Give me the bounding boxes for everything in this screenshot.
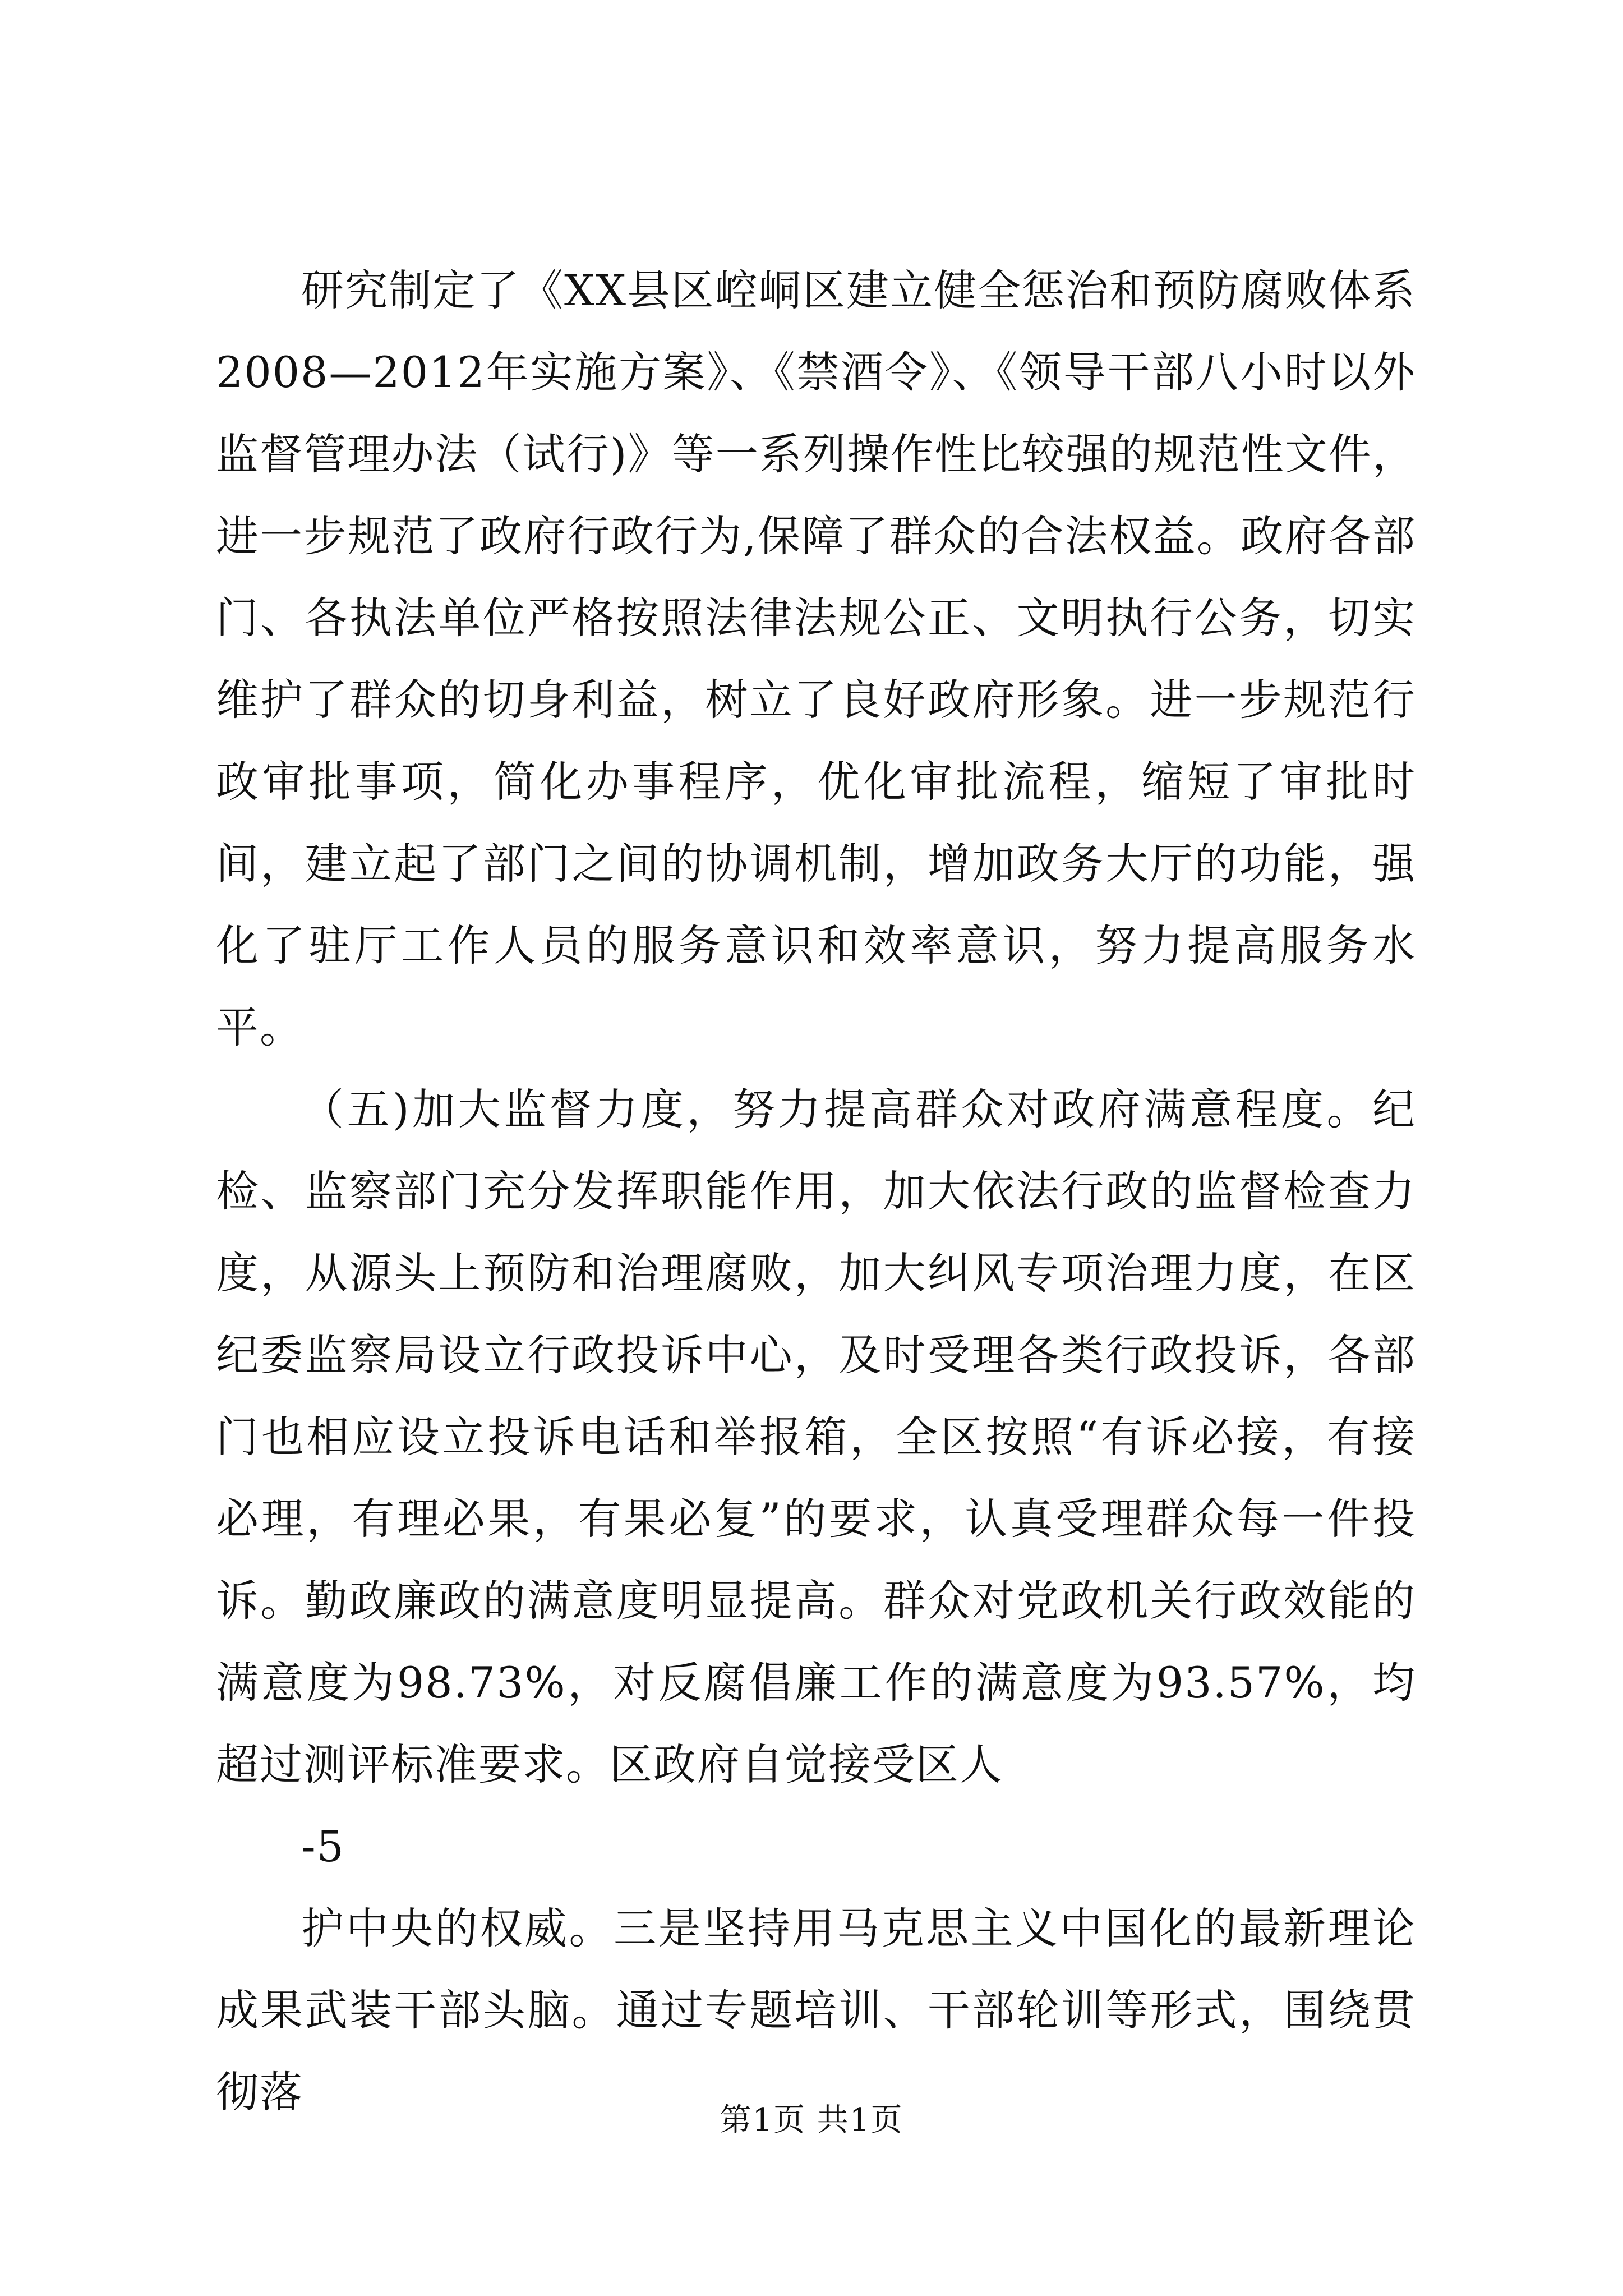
document-body (216, 250, 1416, 2133)
paragraph-1: 研究制定了《XX县区崆峒区建立健全惩治和预防腐败体系2008—2012年实施方案》、《禁酒令》、《领导干部八小时以外监督管理办法（试行)》等一系列操作性比较强的规范性文件，进一步规范了政府行政行为,保障了群众的合法权益。政府各部门、各执法单位严格按照法律法规公正、文明执行公务，切实维护了群众的切身利益，树立了良好政府形象。进一步规范行政审批事项，简化办事程序，优化审批流程，缩短了审批时间，建立起了部门之间的协调机制，增加政务大厅的功能，强化了驻厅工作人员的服务意识和效率意识，努力提高服务水平。 (216, 265, 1416, 1052)
paragraph-2: （五)加大监督力度，努力提高群众对政府满意程度。纪检、监察部门充分发挥职能作用，加大依法行政的监督检查力度，从源头上预防和治理腐败，加大纠风专项治理力度，在区纪委监察局设立行政投诉中心，及时受理各类行政投诉，各部门也相应设立投诉电话和举报箱，全区按照“有诉必接，有接必理，有理必果，有果必复”的要求，认真受理群众每一件投诉。勤政廉政的满意度明显提高。群众对党政机关行政效能的满意度为98.73%，对反腐倡廉工作的满意度为93.57%，均超过测评标准要求。区政府自觉接受区人 (216, 1084, 1416, 1789)
paragraph-3: 护中央的权威。三是坚持用马克思主义中国化的最新理论成果武装干部头脑。通过专题培训、干部轮训等形式，围绕贯彻落 (216, 1903, 1416, 2117)
page-footer: 第1页 共1页 (720, 2102, 903, 2138)
inline-page-number: -5 (301, 1821, 345, 1871)
